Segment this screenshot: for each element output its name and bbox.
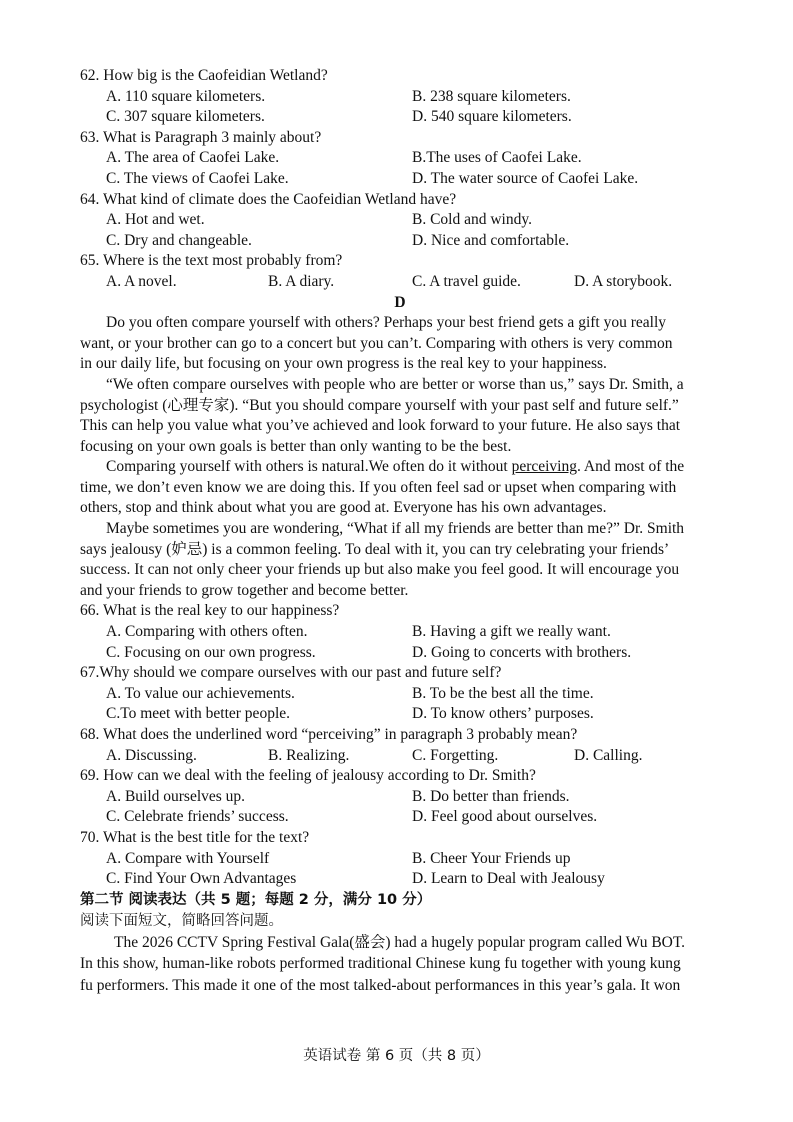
text-segment: Comparing yourself with others is natural.We often do it without (106, 458, 512, 476)
options-row (80, 87, 720, 108)
text-line: Do you often compare yourself with others? Perhaps your best friend gets a gift you really (106, 314, 666, 332)
passage-paragraph-4 (80, 519, 720, 601)
text-line: success. It can not only cheer your friends up but also make you feel good. It will encourage you (80, 561, 680, 579)
text-line: focusing on your own goals is better than only wanting to be the best. (80, 437, 512, 455)
question-stem: 62. How big is the Caofeidian Wetland? (80, 67, 328, 84)
question-block-a (80, 66, 720, 293)
passage-d (80, 313, 720, 601)
options-row (80, 148, 720, 169)
options-row (80, 210, 720, 231)
options-row (80, 849, 720, 870)
answer-option: D. Feel good about ourselves. (412, 808, 598, 826)
answer-option: B. To be the best all the time. (412, 684, 594, 702)
section-header: 第二节 阅读表达（共 5 题；每题 2 分，满分 10 分） (80, 891, 432, 908)
question-stem: 70. What is the best title for the text? (80, 828, 310, 846)
passage-2 (80, 932, 720, 997)
answer-option: C. Focusing on our own progress. (106, 643, 316, 661)
question-block-d (80, 601, 720, 889)
answer-option: C. A travel guide. (412, 272, 521, 290)
answer-option: A. Comparing with others often. (106, 623, 308, 641)
text-line: others, stop and think about what you are good at. Everyone has his own advantages. (80, 499, 607, 517)
answer-option: B. Cold and windy. (412, 211, 532, 229)
text-line: and your friends to grow together and become better. (80, 581, 409, 599)
answer-option: D. Nice and comfortable. (412, 231, 570, 249)
answer-option: C. Celebrate friends’ success. (106, 808, 289, 826)
question-stem: 69. How can we deal with the feeling of jealousy according to Dr. Smith? (80, 767, 536, 785)
answer-option: C. 307 square kilometers. (106, 108, 265, 126)
text-line: This can help you value what you’ve achieved and look forward to your future. He also says that (80, 417, 681, 435)
answer-option: D. Going to concerts with brothers. (412, 643, 632, 661)
text-segment: . And most of the (576, 458, 685, 476)
text-line: says jealousy (妒忌) is a common feeling. To deal with it, you can try celebrating your friends’ (80, 540, 670, 558)
answer-option: D. A storybook. (574, 272, 673, 290)
text-line: psychologist (心理专家). “But you should compare yourself with your past self and future self.” (80, 396, 679, 414)
underlined-word: perceiving (511, 458, 577, 476)
passage-paragraph-3 (80, 457, 720, 519)
answer-option: D. Calling. (574, 746, 643, 764)
question-stem: 66. What is the real key to our happiness? (80, 602, 340, 620)
exam-page (80, 66, 720, 996)
options-row (80, 746, 720, 767)
answer-option: D. Learn to Deal with Jealousy (412, 870, 605, 888)
page-footer: 英语试卷 第 6 页（共 8 页） (303, 1048, 490, 1064)
section-instruction: 阅读下面短文，简略回答问题。 (80, 912, 283, 929)
text-line: time, we don’t even know we are doing this. If you often feel sad or upset when comparing with (80, 478, 677, 496)
question-stem: 68. What does the underlined word “perceiving” in paragraph 3 probably mean? (80, 726, 578, 743)
answer-option: A. Build ourselves up. (106, 787, 246, 805)
options-row (80, 231, 720, 252)
answer-option: B. Cheer Your Friends up (412, 849, 571, 867)
text-line: want, or your brother can go to a concert but you can’t. Comparing with others is very common (80, 334, 673, 352)
options-row (80, 622, 720, 643)
options-row (80, 643, 720, 664)
answer-option: C.To meet with better people. (106, 705, 291, 723)
text-line: “We often compare ourselves with people who are better or worse than us,” says Dr. Smith, a (106, 375, 684, 393)
passage-letter: D (394, 293, 406, 311)
options-row (80, 704, 720, 725)
text-line (80, 457, 720, 478)
options-row (80, 272, 720, 293)
answer-option: C. Forgetting. (412, 746, 499, 764)
answer-option: B. Realizing. (268, 746, 350, 764)
answer-option: C. Find Your Own Advantages (106, 870, 297, 888)
answer-option: A. 110 square kilometers. (106, 87, 266, 105)
answer-option: A. Discussing. (106, 746, 197, 764)
answer-option: B. Do better than friends. (412, 787, 570, 805)
question-stem: 65. Where is the text most probably from? (80, 252, 343, 270)
answer-option: D. 540 square kilometers. (412, 108, 572, 126)
options-row (80, 169, 720, 190)
question-stem: 64. What kind of climate does the Caofeidian Wetland have? (80, 190, 457, 208)
answer-option: A. Hot and wet. (106, 211, 205, 229)
text-line: Maybe sometimes you are wondering, “What if all my friends are better than me?” Dr. Smith (106, 520, 685, 538)
answer-option: B. A diary. (268, 272, 335, 290)
text-line: in our daily life, but focusing on your own progress is the real key to your happiness. (80, 355, 607, 373)
passage-paragraph-1 (80, 313, 720, 375)
options-row (80, 684, 720, 705)
options-row (80, 869, 720, 890)
options-row (80, 107, 720, 128)
text-line: In this show, human-like robots performed traditional Chinese kung fu together with young kung (80, 955, 681, 973)
answer-option: C. The views of Caofei Lake. (106, 169, 289, 187)
answer-option: C. Dry and changeable. (106, 231, 252, 249)
text-line: The 2026 CCTV Spring Festival Gala(盛会) had a hugely popular program called Wu BOT. (114, 933, 686, 951)
answer-option: A. Compare with Yourself (106, 849, 270, 867)
question-stem: 63. What is Paragraph 3 mainly about? (80, 128, 322, 146)
options-row (80, 807, 720, 828)
answer-option: A. To value our achievements. (106, 684, 295, 702)
answer-option: B. 238 square kilometers. (412, 87, 571, 105)
answer-option: A. The area of Caofei Lake. (106, 149, 280, 167)
question-stem: 67.Why should we compare ourselves with our past and future self? (80, 664, 502, 682)
answer-option: B. Having a gift we really want. (412, 623, 611, 641)
answer-option: A. A novel. (106, 272, 177, 290)
answer-option: B.The uses of Caofei Lake. (412, 149, 582, 167)
answer-option: D. To know others’ purposes. (412, 705, 594, 723)
answer-option: D. The water source of Caofei Lake. (412, 169, 639, 187)
text-line: fu performers. This made it one of the most talked-about performances in this year’s gala. It won (80, 976, 681, 994)
options-row (80, 787, 720, 808)
passage-paragraph-2 (80, 375, 720, 457)
